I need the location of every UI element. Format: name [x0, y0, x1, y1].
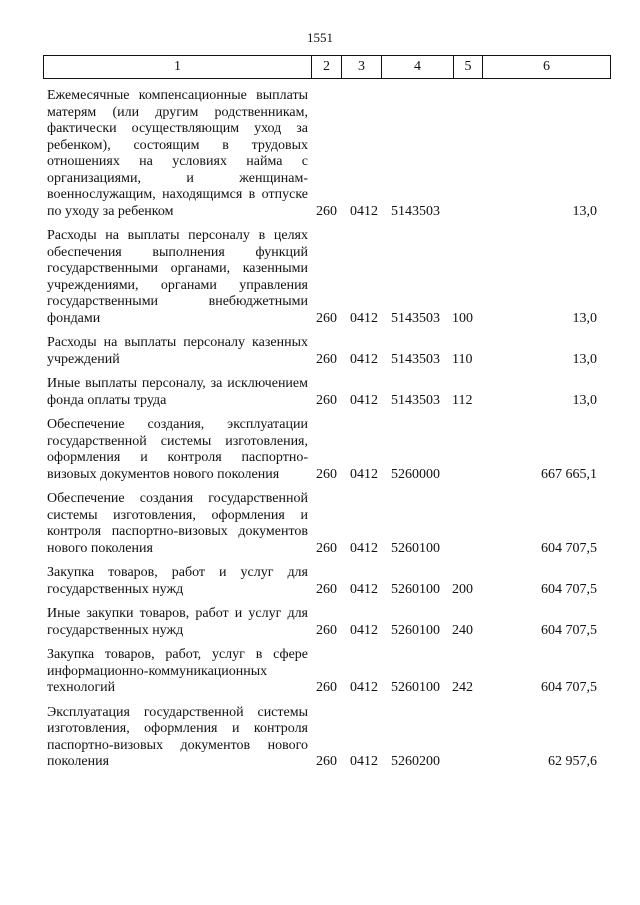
- page-number: 1551: [307, 30, 333, 45]
- row-col-2: 260: [316, 310, 337, 326]
- row-col-4: 5143503: [391, 392, 440, 408]
- row-col-3: 0412: [350, 310, 378, 326]
- table-row: [0, 647, 640, 697]
- row-description: Эксплуатация государственной системы изготовления, оформления и контроля паспортно-визовых документов нового поколения: [47, 704, 308, 769]
- row-col-4: 5260100: [391, 581, 440, 597]
- row-col-4: 5260100: [391, 622, 440, 638]
- header-col-6: 6: [543, 59, 550, 74]
- row-col-4: 5260200: [391, 754, 440, 769]
- header-col-2: 2: [312, 56, 342, 78]
- row-description: Расходы на выплаты персоналу в целях обеспечения выполнения функций государственными органами, казенными учреждениями, органами управления государственными внебюджетными фондами: [47, 228, 308, 326]
- table-body: [0, 88, 640, 779]
- row-amount: 604 707,5: [541, 540, 597, 556]
- table-row: [0, 606, 640, 639]
- row-col-4: 5260100: [391, 540, 440, 556]
- row-amount: 604 707,5: [541, 581, 597, 597]
- table-header: [43, 55, 611, 79]
- row-col-5: 242: [452, 680, 473, 695]
- table-row: [0, 565, 640, 598]
- row-col-2: 260: [316, 392, 337, 408]
- row-amount: 62 957,6: [548, 754, 597, 769]
- row-description: Расходы на выплаты персоналу казенных учреждений: [47, 335, 308, 367]
- table-row: [0, 88, 640, 220]
- row-amount: 604 707,5: [541, 622, 597, 638]
- row-col-2: 260: [316, 351, 337, 367]
- row-amount: 604 707,5: [541, 680, 597, 695]
- row-col-2: 260: [316, 754, 337, 769]
- row-col-3: 0412: [350, 680, 378, 695]
- row-col-5: 200: [452, 581, 473, 597]
- row-description: Закупка товаров, работ, услуг в сфере информационно-коммуникационных технологий: [47, 647, 308, 695]
- table-row: [0, 335, 640, 368]
- row-col-3: 0412: [350, 351, 378, 367]
- row-description: Обеспечение создания государственной системы изготовления, оформления и контроля паспортно-визовых документов нового поколения: [47, 491, 308, 556]
- row-col-3: 0412: [350, 581, 378, 597]
- header-col-1: 1: [44, 56, 312, 78]
- row-description: Иные закупки товаров, работ и услуг для государственных нужд: [47, 606, 308, 638]
- row-col-3: 0412: [350, 203, 378, 219]
- row-col-4: 5143503: [391, 203, 440, 219]
- row-col-3: 0412: [350, 754, 378, 769]
- row-col-4: 5143503: [391, 351, 440, 367]
- row-description: Иные выплаты персоналу, за исключением фонда оплаты труда: [47, 376, 308, 408]
- row-col-2: 260: [316, 622, 337, 638]
- row-col-2: 260: [316, 203, 337, 219]
- row-col-2: 260: [316, 540, 337, 556]
- row-description: Ежемесячные компенсационные выплаты матерям (или другим родственникам, фактически осуществляющим уход за ребенком), состоящим в трудовых отношениях на условиях найма с организациями, и женщинам-военнослужащим, находящимся в отпуске по уходу за ребенком: [47, 88, 308, 219]
- table-row: [0, 376, 640, 409]
- row-description: Закупка товаров, работ и услуг для государственных нужд: [47, 565, 308, 597]
- row-col-3: 0412: [350, 540, 378, 556]
- row-description: Обеспечение создания, эксплуатации государственной системы изготовления, оформления и контроля паспортно-визовых документов нового поколения: [47, 417, 308, 482]
- row-col-3: 0412: [350, 466, 378, 482]
- row-col-4: 5260100: [391, 680, 440, 695]
- row-amount: 13,0: [572, 351, 597, 367]
- row-col-2: 260: [316, 680, 337, 695]
- row-amount: 13,0: [572, 392, 597, 408]
- table-row: [0, 491, 640, 557]
- header-col-3: 3: [342, 56, 382, 78]
- row-amount: 13,0: [572, 203, 597, 219]
- row-col-4: 5260000: [391, 466, 440, 482]
- row-col-5: 240: [452, 622, 473, 638]
- table-row: [0, 417, 640, 483]
- row-col-2: 260: [316, 466, 337, 482]
- row-col-5: 110: [452, 351, 473, 367]
- header-col-5: 5: [454, 56, 483, 78]
- row-amount: 13,0: [572, 310, 597, 326]
- row-col-3: 0412: [350, 392, 378, 408]
- table-row: [0, 705, 640, 771]
- row-col-3: 0412: [350, 622, 378, 638]
- row-col-5: 112: [452, 392, 473, 408]
- table-row: [0, 228, 640, 327]
- row-col-2: 260: [316, 581, 337, 597]
- header-col-4: 4: [382, 56, 454, 78]
- row-col-4: 5143503: [391, 310, 440, 326]
- row-col-5: 100: [452, 310, 473, 326]
- row-amount: 667 665,1: [541, 466, 597, 482]
